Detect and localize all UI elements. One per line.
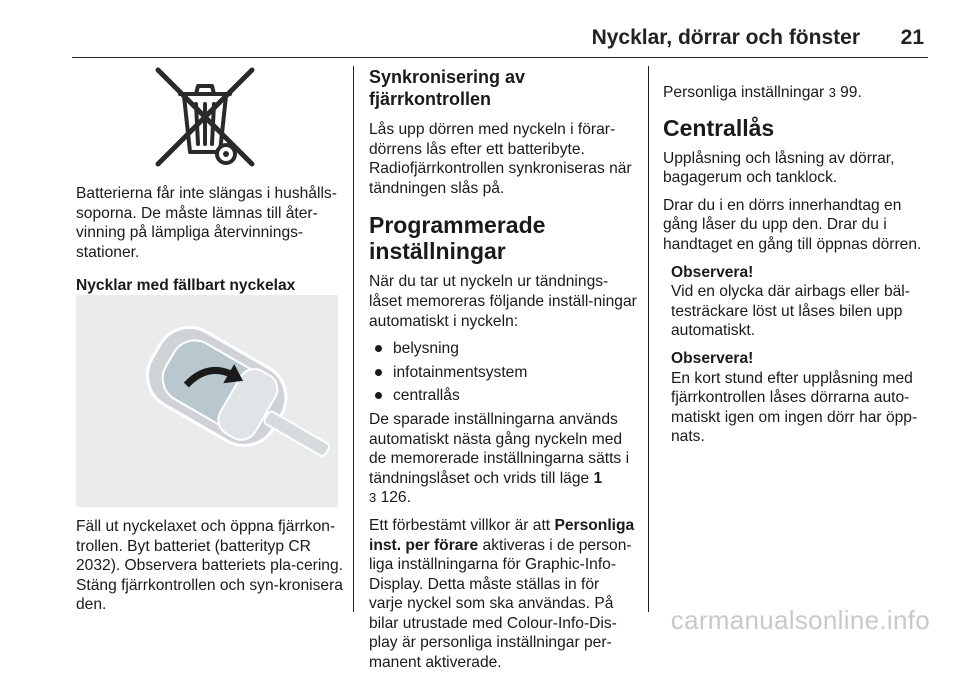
central-locking-intro: Upplåsning och låsning av dörrar, bagagerum och tanklock. <box>663 149 895 187</box>
setting-name: Personliga inst. per förare <box>369 516 635 554</box>
battery-disposal-text: Batterierna får inte slängas i hushålls-soporna. De måste lämnas till åter-vinning på lämpliga återvinnings-stationer. <box>76 185 337 261</box>
column-divider-left <box>353 66 354 612</box>
programmed-settings-heading: Programmerade inställningar <box>369 212 546 265</box>
note-label: Observera! <box>671 263 754 281</box>
condition-text-end: aktiveras i de person-liga inställningarna för Graphic-Info-Display. Detta måste ställas in för varje nyckel som ska användas. På bilar utrustade med Colour-Info-Dis-play är personliga inställningar per-manent aktiverade. <box>369 536 632 672</box>
page-reference: 126. <box>376 489 411 507</box>
note-airbag <box>671 263 931 341</box>
saved-settings-text <box>369 410 637 508</box>
personal-settings-reference <box>663 83 931 103</box>
sync-heading: Synkronisering av fjärrkontrollen <box>369 67 526 109</box>
memorized-settings-list <box>369 339 637 406</box>
watermark: carmanualsonline.info <box>670 605 930 635</box>
central-locking-text: Drar du i en dörrs innerhandtag en gång låser du upp den. Drar du i handtaget en gång till öppnas dörren. <box>663 196 922 253</box>
page-reference-icon: 3 <box>828 85 836 100</box>
condition-text <box>369 516 637 673</box>
folding-key-illustration <box>76 295 338 507</box>
saved-settings-body: De sparade inställningarna används automatiskt nästa gång nyckeln med de memorerade inställningarna sätts i tändningslåset och vrids till läge <box>369 410 630 487</box>
programmed-settings-intro: När du tar ut nyckeln ur tändnings-låset memoreras följande inställ-ningar automatiskt i nyckeln: <box>369 273 637 330</box>
page-number: 21 <box>900 26 924 49</box>
reference-label: Personliga inställningar <box>663 84 829 101</box>
list-item: infotainmentsystem <box>369 363 637 383</box>
sync-text: Lås upp dörren med nyckeln i förar-dörrens lås efter ett batteribyte. Radiofjärrkontrollen synkroniseras när tändningen slås på. <box>369 121 632 197</box>
header-rule <box>72 57 928 58</box>
reference-page: 99. <box>835 84 862 101</box>
note-text: Vid en olycka där airbags eller bäl-testräckare löst ut låses bilen upp automatiskt. <box>671 283 910 340</box>
column-divider-right <box>648 66 649 612</box>
list-item: centrallås <box>369 386 637 406</box>
page-header-title: Nycklar, dörrar och fönster <box>591 26 860 49</box>
note-auto-relock <box>671 349 931 447</box>
ignition-position: 1 <box>593 469 603 487</box>
condition-text-start: Ett förbestämt villkor är att <box>369 516 555 534</box>
recycling-bin-icon <box>150 64 260 172</box>
list-item: belysning <box>369 339 637 359</box>
battery-replacement-instructions: Fäll ut nyckelaxet och öppna fjärrkon-trollen. Byt batteriet (batterityp CR 2032). Observera batteriets pla-cering. Stäng fjärrkontrollen och syn-kronisera den. <box>76 518 343 614</box>
key-section-heading: Nycklar med fällbart nyckelax <box>76 277 296 295</box>
page-reference-icon: 3 <box>369 490 377 506</box>
note-label: Observera! <box>671 349 754 367</box>
central-locking-heading: Centrallås <box>663 114 775 141</box>
note-text: En kort stund efter upplåsning med fjärrkontrollen låses dörrarna auto-matiskt igen om ingen dörr har öpp-nats. <box>671 369 918 446</box>
